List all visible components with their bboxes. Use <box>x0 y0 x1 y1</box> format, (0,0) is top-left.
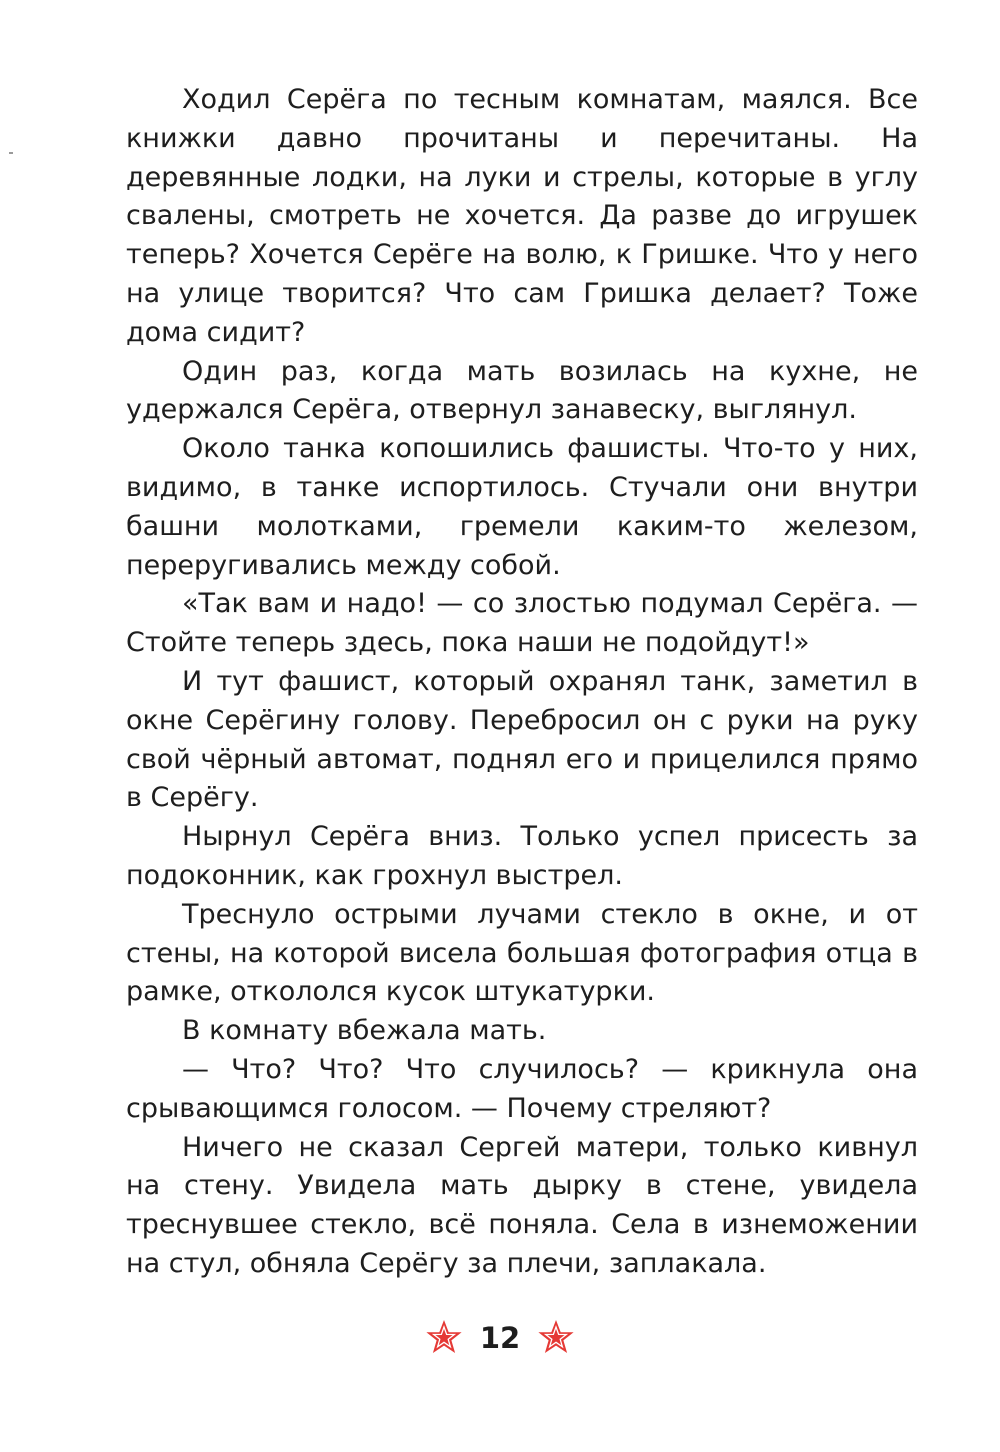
paragraph: Ничего не сказал Сергей матери, только кивнул на стену. Увидела мать дырку в стене, увидела треснувшее стекло, всё поняла. Села в изнеможении на стул, обняла Серёгу за плечи, заплакала. <box>126 1131 918 1279</box>
star-icon <box>424 1318 464 1358</box>
star-icon <box>536 1318 576 1358</box>
paragraph: Ходил Серёга по тесным комнатам, маялся. Все книжки давно прочитаны и перечитаны. На деревянные лодки, на луки и стрелы, которые в углу свалены, смотреть не хочется. Да разве до игрушек теперь? Хочется Серёге на волю, к Гришке. Что у него на улице творится? Что сам Гришка делает? Тоже дома сидит? <box>126 84 918 348</box>
story-text <box>126 81 918 1284</box>
paragraph: «Так вам и надо! — со злостью подумал Серёга. — Стойте теперь здесь, пока наши не подойдут!» <box>126 588 918 659</box>
paragraph: — Что? Что? Что случилось? — крикнула она срывающимся голосом. — Почему стреляют? <box>126 1053 918 1124</box>
paragraph: В комнату вбежала мать. <box>182 1015 547 1047</box>
paragraph: Около танка копошились фашисты. Что-то у них, видимо, в танке испортилось. Стучали они внутри башни молотками, гремели каким-то железом, переругивались между собой. <box>126 433 918 581</box>
paragraph: Один раз, когда мать возилась на кухне, не удержался Серёга, отвернул занавеску, выглянул. <box>126 355 918 426</box>
paragraph: Нырнул Серёга вниз. Только успел присесть за подоконник, как грохнул выстрел. <box>126 821 918 891</box>
paragraph: И тут фашист, который охранял танк, заметил в окне Серёгину голову. Перебросил он с руки на руку свой чёрный автомат, поднял его и прицелился прямо в Серёгу. <box>126 665 918 814</box>
paragraph: Треснуло острыми лучами стекло в окне, и от стены, на которой висела большая фотография отца в рамке, откололся кусок штукатурки. <box>126 898 918 1008</box>
page-footer <box>0 1313 1000 1363</box>
page-number: 12 <box>479 1321 521 1355</box>
scan-mark <box>9 152 13 154</box>
